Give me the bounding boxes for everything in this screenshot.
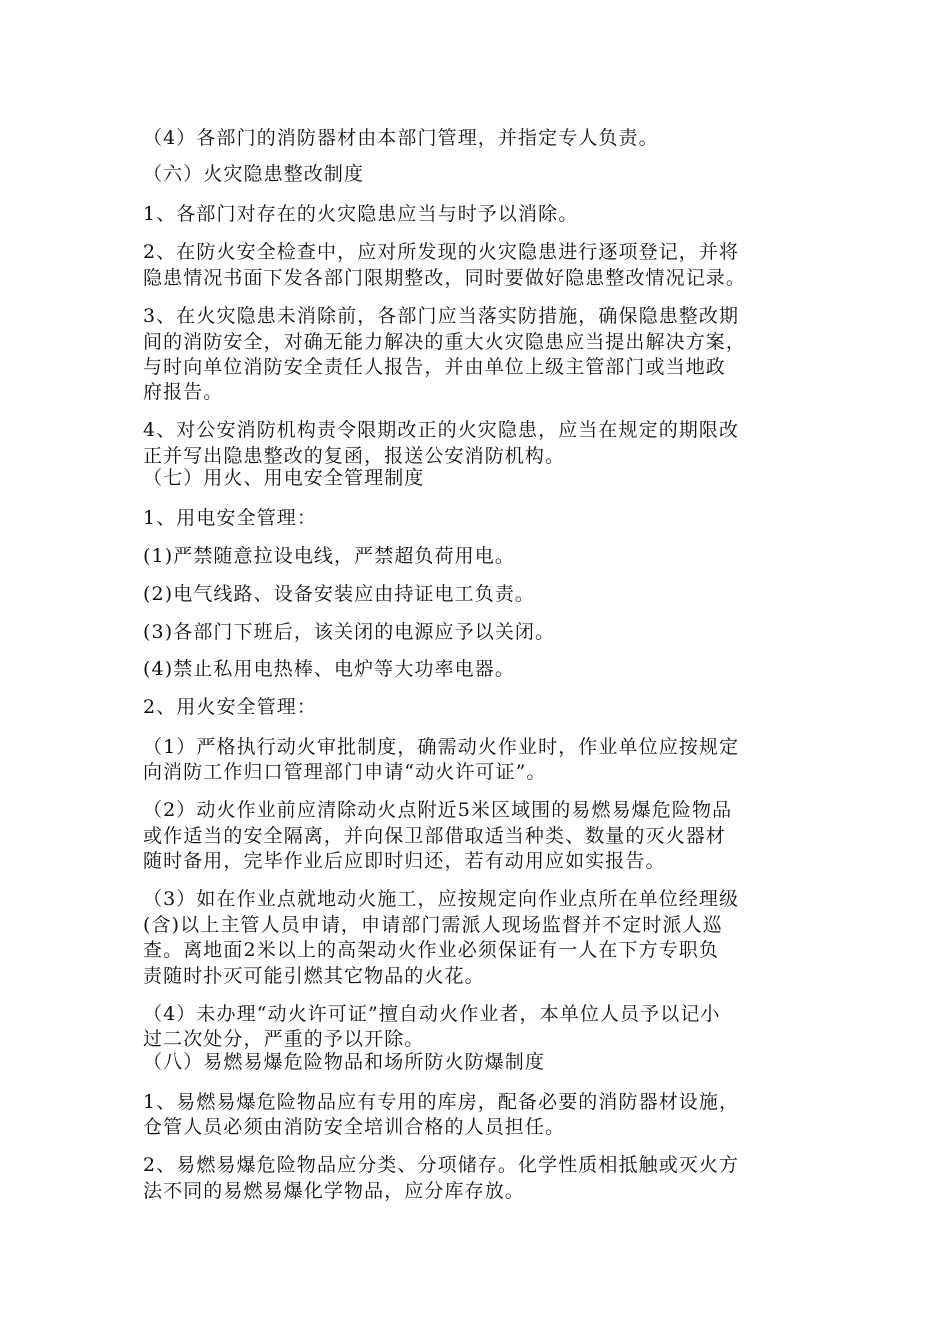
- text-line: 仓管人员必须由消防安全培训合格的人员担任。: [143, 1116, 566, 1138]
- text-line: (3)各部门下班后，该关闭的电源应予以关闭。: [143, 621, 556, 643]
- text-line: (含)以上主管人员申请，申请部门需派人现场监督并不定时派人巡: [143, 914, 723, 936]
- text-line: （4）未办理“动火许可证”擅自动火作业者，本单位人员予以记小: [143, 1003, 721, 1025]
- text-line: 或作适当的安全隔离，并向保卫部借取适当种类、数量的灭火器材: [143, 825, 726, 847]
- text-line: （3）如在作业点就地动火施工，应按规定向作业点所在单位经理级: [143, 888, 740, 910]
- text-line: 2、在防火安全检查中，应对所发现的火灾隐患进行逐项登记，并将: [143, 241, 740, 263]
- text-line: 3、在火灾隐患未消除前，各部门应当落实防措施，确保隐患整改期: [143, 305, 740, 327]
- text-line: 1、用电安全管理：: [143, 507, 317, 529]
- text-line: 法不同的易燃易爆化学物品，应分库存放。: [143, 1180, 525, 1202]
- text-line: 向消防工作归口管理部门申请“动火许可证”。: [143, 761, 547, 783]
- text-line: 查。离地面2米以上的高架动火作业必须保证有一人在下方专职负: [143, 939, 719, 961]
- text-line: 隐患情况书面下发各部门限期整改，同时要做好隐患整改情况记录。: [143, 267, 747, 289]
- section-heading: （八）易燃易爆危险物品和场所防火防爆制度: [143, 1051, 546, 1073]
- text-line: 府报告。: [143, 381, 224, 403]
- section-heading: （七）用火、用电安全管理制度: [143, 467, 425, 489]
- text-line: (1)严禁随意拉设电线，严禁超负荷用电。: [143, 545, 515, 567]
- text-line: 2、易燃易爆危险物品应分类、分项储存。化学性质相抵触或灭火方: [143, 1154, 740, 1176]
- section-heading: （六）火灾隐患整改制度: [143, 163, 365, 185]
- text-line: （4）各部门的消防器材由本部门管理，并指定专人负责。: [143, 127, 659, 149]
- text-line: 1、各部门对存在的火灾隐患应当与时予以消除。: [143, 203, 579, 225]
- text-line: 与时向单位消防安全责任人报告，并由单位上级主管部门或当地政: [143, 356, 726, 378]
- text-line: 随时备用，完毕作业后应即时归还，若有动用应如实报告。: [143, 850, 666, 872]
- text-line: 间的消防安全，对确无能力解决的重大火灾隐患应当提出解决方案，: [143, 331, 747, 353]
- text-line: 1、易燃易爆危险物品应有专用的库房，配备必要的消防器材设施，: [143, 1091, 740, 1113]
- text-line: （2）动火作业前应清除动火点附近5米区域围的易燃易爆危险物品: [143, 799, 733, 821]
- text-line: (2)电气线路、设备安装应由持证电工负责。: [143, 583, 536, 605]
- text-line: 4、对公安消防机构责令限期改正的火灾隐患，应当在规定的期限改: [143, 419, 740, 441]
- text-line: 正并写出隐患整改的复函，报送公安消防机构。: [143, 445, 566, 467]
- text-line: 过二次处分，严重的予以开除。: [143, 1028, 425, 1050]
- text-line: （1）严格执行动火审批制度，确需动火作业时，作业单位应按规定: [143, 736, 740, 758]
- text-line: 责随时扑灭可能引燃其它物品的火花。: [143, 965, 485, 987]
- text-line: (4)禁止私用电热棒、电炉等大功率电器。: [143, 658, 515, 680]
- text-line: 2、用火安全管理：: [143, 696, 317, 718]
